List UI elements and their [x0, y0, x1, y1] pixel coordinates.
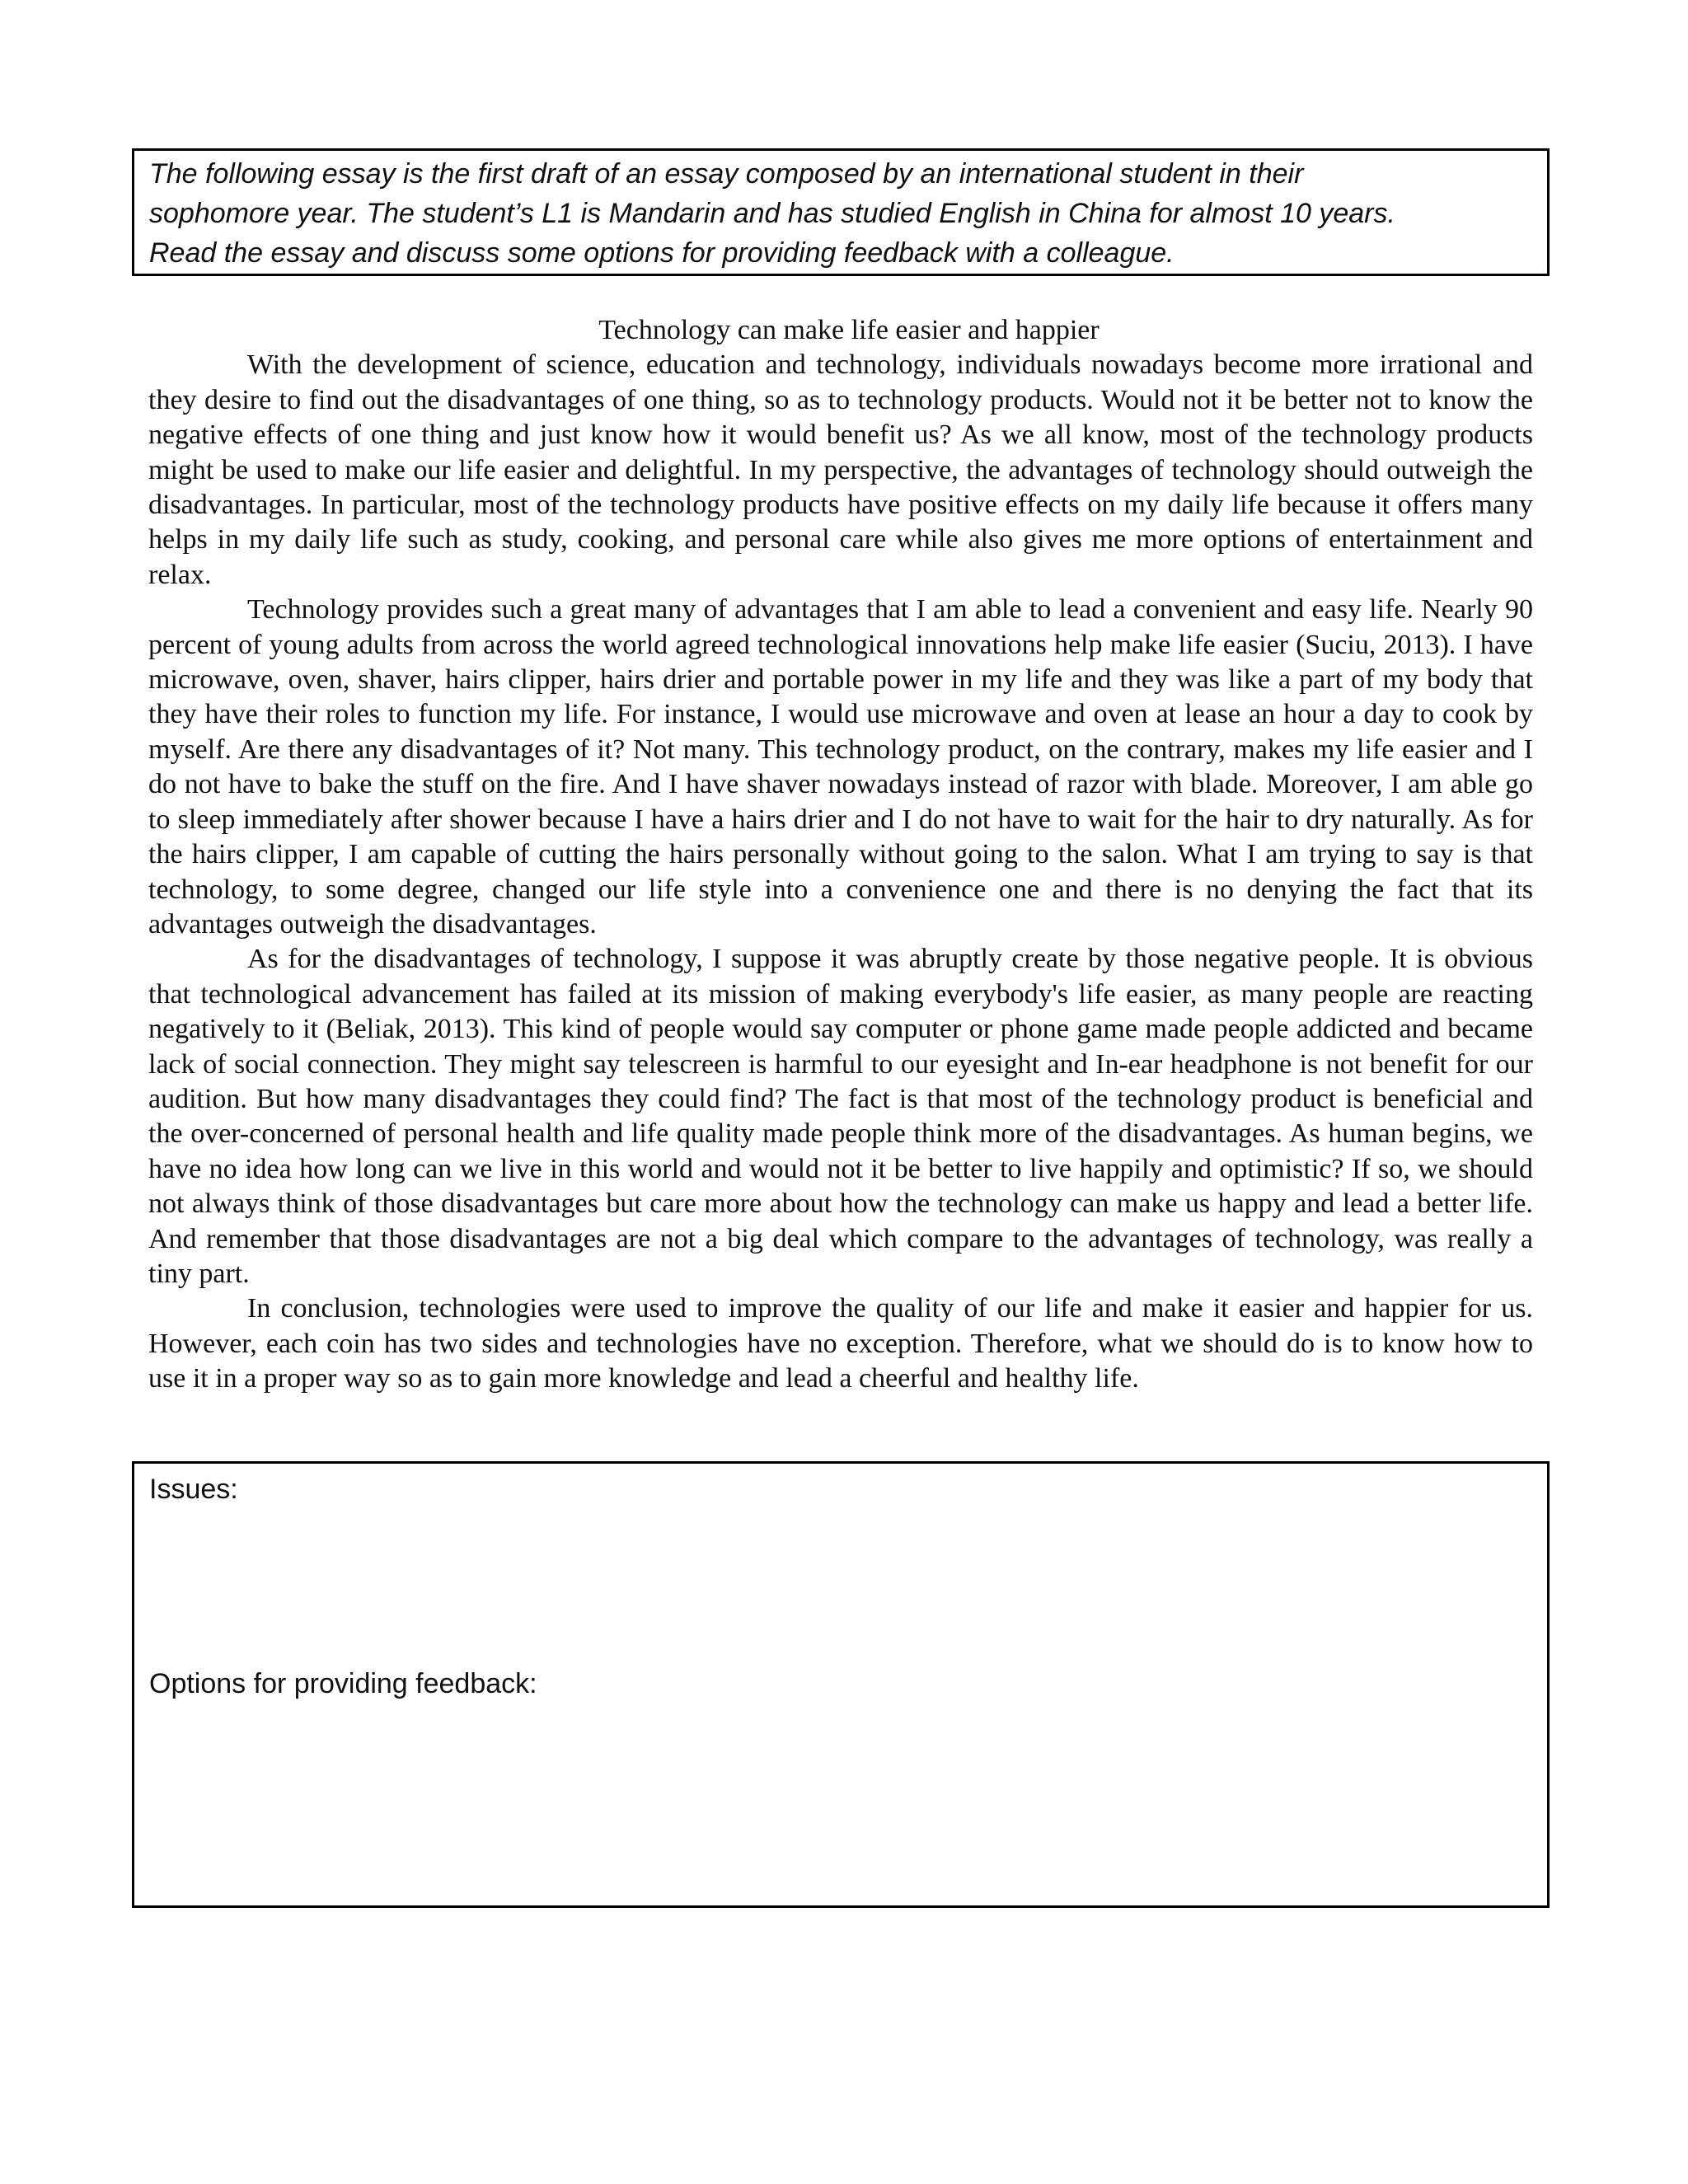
essay-paragraph-1: With the development of science, education and technology, individuals nowadays become more irrational and they desire to find out the disadvantages of one thing, so as to technology products. Would not it be better not to know the negative effects of one thing and just know how it would benefit us? As we all know, most of the technology products might be used to make our life easier and delightful. In my perspective, the advantages of technology should outweigh the disadvantages. In particular, most of the technology products have positive effects on my daily life because it offers many helps in my daily life such as study, cooking, and personal care while also gives me more options of entertainment and relax.: [148, 349, 1533, 590]
essay-paragraph-4: In conclusion, technologies were used to improve the quality of our life and make it easier and happier for us. However, each coin has two sides and technologies have no exception. Therefore, what we should do is to know how to use it in a proper way so as to gain more knowledge and lead a cheerful and healthy life.: [148, 1293, 1533, 1394]
issues-label: Issues:: [149, 1474, 238, 1505]
feedback-box: [132, 1461, 1550, 1908]
intro-instructions-box: [132, 148, 1550, 276]
options-label: Options for providing feedback:: [149, 1668, 537, 1699]
essay-title: Technology can make life easier and happier: [598, 315, 1100, 345]
intro-instructions-text: The following essay is the first draft of an essay composed by an international student in their sophomore year. The student’s L1 is Mandarin and has studied English in China for almost 10 years. Read the essay and discuss some options for providing feedback with a colleague.: [149, 158, 1395, 269]
essay-paragraph-3: As for the disadvantages of technology, I suppose it was abruptly create by those negative people. It is obvious that technological advancement has failed at its mission of making everybody's life easier, as many people are reacting negatively to it (Beliak, 2013). This kind of people would say computer or phone game made people addicted and became lack of social connection. They might say telescreen is harmful to our eyesight and In-ear headphone is not benefit for our audition. But how many disadvantages they could find? The fact is that most of the technology product is beneficial and the over-concerned of personal health and life quality made people think more of the disadvantages. As human begins, we have no idea how long can we live in this world and would not it be better to live happily and optimistic? If so, we should not always think of those disadvantages but care more about how the technology can make us happy and lead a better life. And remember that those disadvantages are not a big deal which compare to the advantages of technology, was really a tiny part.: [148, 944, 1533, 1289]
student-essay: [148, 313, 1533, 1397]
essay-paragraph-2: Technology provides such a great many of advantages that I am able to lead a convenient and easy life. Nearly 90 percent of young adults from across the world agreed technological innovations help make life easier (Suciu, 2013). I have microwave, oven, shaver, hairs clipper, hairs drier and portable power in my life and they was like a part of my body that they have their roles to function my life. For instance, I would use microwave and oven at lease an hour a day to cook by myself. Are there any disadvantages of it? Not many. This technology product, on the contrary, makes my life easier and I do not have to bake the stuff on the fire. And I have shaver nowadays instead of razor with blade. Moreover, I am able go to sleep immediately after shower because I have a hairs drier and I do not have to wait for the hair to dry naturally. As for the hairs clipper, I am capable of cutting the hairs personally without going to the salon. What I am trying to say is that technology, to some degree, changed our life style into a convenience one and there is no denying the fact that its advantages outweigh the disadvantages.: [148, 594, 1533, 940]
